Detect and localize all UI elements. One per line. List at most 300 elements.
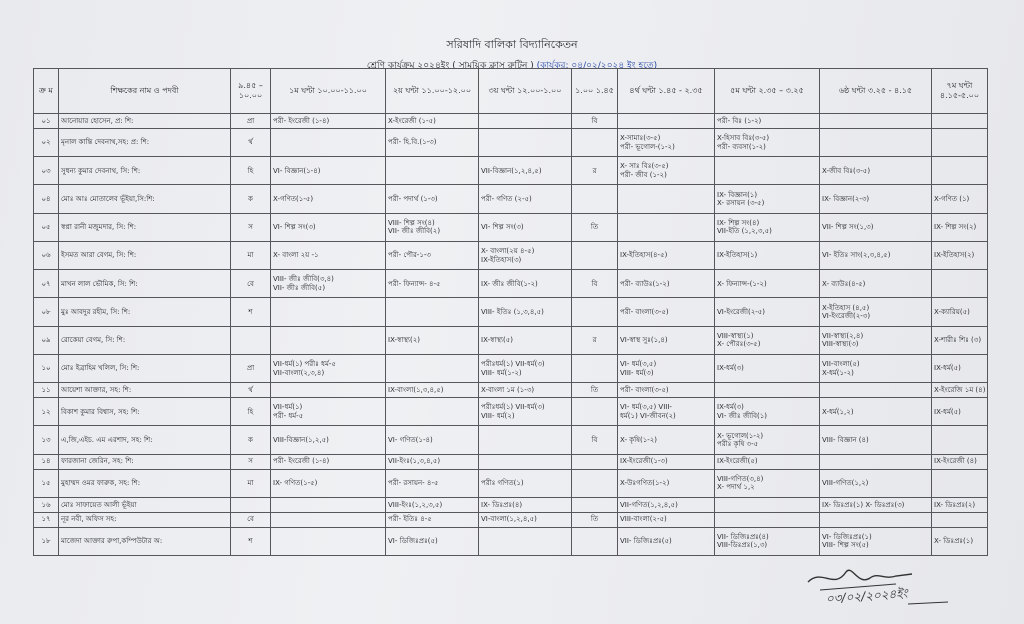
class-entry: IX- বিজ্ঞান(২-৩) [822, 194, 870, 203]
period-4-cell [618, 354, 715, 382]
break-cell: তি [572, 213, 618, 241]
period-5-cell [715, 157, 820, 185]
teacher-name-cell: মোঃ সাফায়েত আলী ভূঁইয়া [59, 497, 231, 512]
class-entry: IX-ধর্ম(৫) [934, 364, 961, 373]
class-entry: পরীঃধর্ম(১) VII-ধর্ম(৩) [481, 360, 545, 369]
class-entry: পরী- ইতিঃ ৪-৫ [388, 515, 432, 524]
assembly-cell: মা [231, 469, 271, 497]
class-entry: IX- বিজ্ঞান(১) [717, 190, 758, 199]
teacher-name-cell: মোঃ আঃ মোতালেব ভূঁইয়া,সি:শি: [59, 185, 231, 213]
teacher-name-cell: স্বপ্না রানী মজুমদার, সি: শি: [59, 213, 231, 241]
period-3-cell [479, 114, 572, 129]
class-entry: X-জীব বিঃ(৩-৫) [822, 166, 871, 175]
assembly-cell: প্রা [231, 354, 271, 382]
serial-cell: ০৩ [34, 157, 59, 185]
class-entry: IX- শিল্প সং(২) [934, 223, 977, 232]
period-6-cell [820, 157, 932, 185]
period-3-cell [479, 326, 572, 354]
signature-date: ০৩/০২/২০২৪ইং [825, 586, 909, 606]
table-row [34, 469, 988, 497]
class-entry: X-হিসাব বিঃ(৩-৫) [717, 134, 770, 143]
period-7-cell [932, 157, 988, 185]
class-entry: VIII-গণিত(৩,৪) [717, 474, 764, 483]
class-entry: VIII- ধর্ম(২) [481, 411, 515, 420]
assembly-cell: প্রা [231, 114, 271, 129]
break-cell: তি [572, 383, 618, 398]
class-entry: পরী- রসায়ন- ৪-৫ [388, 478, 439, 487]
break-cell: র [572, 326, 618, 354]
period-2-cell [386, 128, 479, 156]
period-6-cell [820, 241, 932, 269]
break-cell [572, 398, 618, 426]
class-entry: পরী- ধর্ম-৫ [273, 411, 304, 420]
period-5-cell [715, 185, 820, 213]
teacher-name-cell: ইসমত আরা বেগম, সি: শি: [59, 241, 231, 269]
period-6-cell [820, 383, 932, 398]
class-entry: IX-ইতিহাস(১) [717, 251, 758, 260]
period-4-cell [618, 298, 715, 326]
class-entry: IX-ইতিহাস(৩) [481, 255, 522, 264]
class-entry: VI- ডিজিঃপ্রঃ(৫) [388, 537, 438, 546]
period-2-cell [386, 512, 479, 527]
class-entry: VII-ধর্ম(১) পরীঃ ধর্ম-৫ [273, 360, 336, 369]
period-1-cell [271, 326, 386, 354]
class-entry: VII-ধর্ম(১) [273, 403, 303, 412]
period-1-cell [271, 383, 386, 398]
period-3-cell [479, 213, 572, 241]
period-7-cell [932, 383, 988, 398]
period-1-cell [271, 398, 386, 426]
routine-body [34, 114, 988, 556]
class-entry: VII-বিজ্ঞান(১,২,৪,৫) [481, 166, 542, 175]
period-6-cell [820, 497, 932, 512]
assembly-cell: র্থ [231, 128, 271, 156]
period-3-cell [479, 497, 572, 512]
assembly-cell: র্থ [231, 383, 271, 398]
period-7-cell [932, 298, 988, 326]
period-6-cell [820, 326, 932, 354]
break-cell [572, 454, 618, 469]
period-5-cell [715, 326, 820, 354]
class-entry: X-গণিত (১) [934, 194, 970, 203]
class-entry: পরীঃধর্ম(১) VII-ধর্ম(৩) [481, 403, 545, 412]
assembly-cell: শ [231, 527, 271, 555]
teacher-name-cell: মুঃ আবদুর রহীম, সি: শি: [59, 298, 231, 326]
class-entry: VIII- শিল্প সং(৫) [822, 541, 869, 550]
class-entry: পরী- বাংলা(৩-৫) [620, 385, 669, 394]
period-6-cell [820, 185, 932, 213]
class-entry: VIII-স্বাস্থ্য(১) [717, 331, 754, 340]
class-entry: VI- গণিত(১-৪) [388, 435, 433, 444]
period-4-cell [618, 469, 715, 497]
period-1-cell [271, 185, 386, 213]
period-4-cell [618, 527, 715, 555]
class-entry: VII-ইতি (১,২,৩,৫) [717, 227, 772, 236]
serial-cell: ১৪ [34, 454, 59, 469]
period-6-cell [820, 426, 932, 454]
period-6-cell [820, 398, 932, 426]
period-5-cell [715, 383, 820, 398]
teacher-name-cell: মৃনাল কান্তি দেবনাথ,সহ: প্র: শি: [59, 128, 231, 156]
school-name: সরিষাদি বালিকা বিদ্যানিকেতন [446, 38, 578, 51]
class-entry: X-উঃগণিত(১-২) [620, 478, 670, 487]
class-entry: পরী- বাংলা(৩-৫) [620, 307, 669, 316]
period-2-cell [386, 241, 479, 269]
period-7-cell [932, 426, 988, 454]
period-1-cell [271, 426, 386, 454]
class-entry: X- ফিন্যান্স-(১-২) [717, 279, 767, 288]
class-entry: X-শারীঃ শিঃ (৩) [934, 336, 982, 345]
break-cell [572, 298, 618, 326]
period-5-cell [715, 241, 820, 269]
table-row [34, 527, 988, 555]
period-6-cell [820, 454, 932, 469]
table-row [34, 454, 988, 469]
period-2-cell [386, 326, 479, 354]
period-2-cell [386, 114, 479, 129]
period-2-cell [386, 398, 479, 426]
period-6-cell [820, 270, 932, 298]
class-entry: X- বাংলা ২য় -১ [273, 251, 319, 260]
period-3-cell [479, 298, 572, 326]
class-entry: VI- শিল্প সং(৩) [481, 223, 524, 232]
break-cell [572, 241, 618, 269]
class-entry: IX-ধর্ম(৩) [717, 403, 744, 412]
column-header: ৭ম ঘন্টা ৪.১৫-৫.০০ [932, 69, 988, 114]
class-entry: IX-বাংলা(১,৩,৪,৫) [388, 385, 444, 394]
break-cell [572, 128, 618, 156]
period-1-cell [271, 298, 386, 326]
assembly-cell: হি [231, 157, 271, 185]
period-2-cell [386, 157, 479, 185]
period-6-cell [820, 354, 932, 382]
class-entry: X- ভূগোল(১-২) [717, 431, 764, 440]
serial-cell: ০৭ [34, 270, 59, 298]
serial-cell: ১৫ [34, 469, 59, 497]
period-6-cell [820, 527, 932, 555]
period-7-cell [932, 213, 988, 241]
class-entry: পরী- বিঃ (১-২) [717, 116, 762, 125]
period-2-cell [386, 298, 479, 326]
period-4-cell [618, 383, 715, 398]
class-entry: VIII-বিজ্ঞান(১,২,৫) [273, 435, 329, 444]
period-4-cell [618, 497, 715, 512]
assembly-cell: বে [231, 512, 271, 527]
period-1-cell [271, 354, 386, 382]
class-entry: IX-ইংরেজী (৪) [934, 457, 977, 466]
table-row [34, 213, 988, 241]
assembly-cell: মা [231, 241, 271, 269]
period-5-cell [715, 454, 820, 469]
class-entry: X- বাংলা(২য় ৪-৫) [481, 247, 535, 256]
assembly-cell: ক [231, 426, 271, 454]
class-entry: VI- জীঃ জীবি(১) [717, 411, 767, 420]
class-entry: VII-বাংলা(২,৩,৪) [273, 368, 325, 377]
break-cell: র [572, 157, 618, 185]
period-2-cell [386, 454, 479, 469]
teacher-name-cell: মাজেদা আক্তার রুপা,কম্পিউটার অ: [59, 527, 231, 555]
period-4-cell [618, 157, 715, 185]
class-entry: VII-স্বাস্থ্য(২,৪) [822, 331, 864, 340]
table-row [34, 497, 988, 512]
class-entry: IX- ডিঃপ্রঃ(২) [934, 500, 976, 509]
period-7-cell [932, 454, 988, 469]
class-entry: পরীঃ কৃষি ৩-৫ [717, 439, 759, 448]
serial-cell: ০৬ [34, 241, 59, 269]
period-5-cell [715, 527, 820, 555]
class-entry: X- ডিঃপ্রঃ(১) [934, 537, 974, 546]
break-cell [572, 185, 618, 213]
break-cell [572, 527, 618, 555]
class-entry: VI- ধর্ম(৩,৫) VIII- [620, 403, 672, 412]
column-header: ৩য় ঘন্টা ১২.০০-১.০০ [479, 69, 572, 114]
table-row [34, 114, 988, 129]
class-entry: VII- শিল্প সং(১,৩) [822, 223, 874, 232]
period-3-cell [479, 527, 572, 555]
class-entry: VIII- শিল্প সং(৪) [388, 218, 435, 227]
class-entry: VIII- ইতিঃ (১,৩,৪,৫) [481, 307, 544, 316]
period-3-cell [479, 241, 572, 269]
serial-cell: ১৭ [34, 512, 59, 527]
period-5-cell [715, 270, 820, 298]
class-entry: X-ক্যারিয়(৫) [934, 307, 970, 316]
break-cell: তি [572, 512, 618, 527]
class-entry: IX-স্বাস্থ্য(২) [388, 336, 421, 345]
period-2-cell [386, 270, 479, 298]
class-entry: X-ধর্ম(১,২) [822, 407, 854, 416]
class-entry: VII- ডিজিঃপ্রঃ(৫) [620, 537, 672, 546]
assembly-cell: স [231, 454, 271, 469]
class-entry: পরী- ব্যবসা(১-২) [717, 142, 766, 151]
break-cell: বি [572, 270, 618, 298]
class-entry: X- পদার্থ ১,২ [717, 483, 755, 492]
period-1-cell [271, 128, 386, 156]
serial-cell: ১৩ [34, 426, 59, 454]
class-entry: X-গণিত(১-৫) [273, 194, 314, 203]
period-6-cell [820, 469, 932, 497]
period-5-cell [715, 512, 820, 527]
period-7-cell [932, 270, 988, 298]
class-entry: VII- ডিজিঃপ্রঃ(৪) [717, 532, 769, 541]
period-6-cell [820, 512, 932, 527]
period-6-cell [820, 213, 932, 241]
period-3-cell [479, 512, 572, 527]
period-3-cell [479, 383, 572, 398]
table-row [34, 383, 988, 398]
period-7-cell [932, 512, 988, 527]
class-entry: VI- বিজ্ঞান(১-৪) [273, 166, 321, 175]
period-5-cell [715, 354, 820, 382]
table-row [34, 185, 988, 213]
class-entry: পরী- ইংরেজী (১-৪) [273, 457, 330, 466]
column-header: ২য় ঘন্টা ১১.০০-১২.০০ [386, 69, 479, 114]
assembly-cell: শ [231, 298, 271, 326]
assembly-cell: স [231, 213, 271, 241]
class-entry: পরী- পদার্থ (১-৩) [388, 194, 438, 203]
class-entry: X-ইংরেজি ১ম (৪) [934, 385, 986, 394]
class-entry: VI-বাংলা(১,২,৪,৫) [481, 515, 537, 524]
period-7-cell [932, 326, 988, 354]
class-entry: X-ধর্ম(১-২) [822, 368, 854, 377]
serial-cell: ০২ [34, 128, 59, 156]
period-3-cell [479, 426, 572, 454]
class-entry: IX-ইতিহাস(২) [934, 251, 975, 260]
serial-cell: ০৪ [34, 185, 59, 213]
period-2-cell [386, 527, 479, 555]
period-1-cell [271, 114, 386, 129]
serial-cell: ০৮ [34, 298, 59, 326]
class-entry: পরী- পৌর-১-৩ [388, 251, 431, 260]
routine-table [33, 68, 988, 556]
table-row [34, 326, 988, 354]
serial-cell: ০১ [34, 114, 59, 129]
period-4-cell [618, 185, 715, 213]
period-5-cell [715, 497, 820, 512]
assembly-cell: ক [231, 185, 271, 213]
serial-cell: ১৬ [34, 497, 59, 512]
class-entry: VII- জীঃ জীবি(২) [388, 227, 441, 236]
column-header: ক্র ম [34, 69, 59, 114]
class-entry: VIII- ধর্ম(৩) [620, 368, 654, 377]
routine-title: শ্রেণি কার্যক্রম ২০২৪ইং ( সাময়িক ক্লাস রুটিন ) [366, 61, 534, 71]
class-entry: IX-ইতিহাস(৪-৫) [620, 251, 668, 260]
class-entry: VIII-বাংলা(২-৫) [620, 515, 667, 524]
class-entry: IX-ধর্ম(৩) [717, 364, 744, 373]
column-header: ৬ষ্ঠ ঘন্টা ৩.২৫ - ৪.১৫ [820, 69, 932, 114]
class-entry: X- কৃষি(১-২) [620, 435, 658, 444]
break-cell [572, 469, 618, 497]
period-5-cell [715, 298, 820, 326]
break-cell: বি [572, 114, 618, 129]
assembly-cell: বে [231, 270, 271, 298]
table-row [34, 128, 988, 156]
period-3-cell [479, 185, 572, 213]
period-5-cell [715, 426, 820, 454]
class-entry: IX- জীঃ জীবি(১-২) [481, 279, 538, 288]
period-4-cell [618, 512, 715, 527]
class-entry: ধর্ম(১) VI-জীবন(২) [620, 411, 676, 420]
period-4-cell [618, 128, 715, 156]
period-4-cell [618, 454, 715, 469]
period-7-cell [932, 114, 988, 129]
class-entry: পরী- হি.বি.(১-৩) [388, 138, 437, 147]
class-entry: VI-স্বাস্থ সুঃ(১,৪) [620, 336, 668, 345]
class-entry: VI- ডিজিঃপ্রঃ(১) [822, 532, 872, 541]
period-7-cell [932, 497, 988, 512]
class-entry: VI-ইংরেজী(২-৫) [717, 307, 766, 316]
column-header: ১ম ঘন্টা ১০.০০-১১.০০ [271, 69, 386, 114]
period-7-cell [932, 398, 988, 426]
period-2-cell [386, 469, 479, 497]
period-5-cell [715, 469, 820, 497]
period-1-cell [271, 469, 386, 497]
serial-cell: ১০ [34, 354, 59, 382]
period-1-cell [271, 527, 386, 555]
class-entry: VIII- জীঃ জীবি(৩,৪) [273, 275, 334, 284]
period-1-cell [271, 270, 386, 298]
period-5-cell [715, 398, 820, 426]
class-entry: X- রসায়ন (৩-৫) [717, 199, 765, 208]
period-2-cell [386, 185, 479, 213]
table-row [34, 398, 988, 426]
table-row [34, 270, 988, 298]
assembly-cell [231, 326, 271, 354]
teacher-name-cell: বিকাশ কুমার বিশ্বাস, সহ: শি: [59, 398, 231, 426]
column-header: ১.০০ ১.৪৫ [572, 69, 618, 114]
period-7-cell [932, 185, 988, 213]
class-entry: VIII-স্বাস্থ্য(৩) [822, 340, 859, 349]
class-entry: VIII-ডিঃপ্রঃ(১,৩) [717, 541, 768, 550]
class-entry: পরীঃ গণিত(১) [481, 478, 524, 487]
assembly-cell [231, 497, 271, 512]
class-entry: IX- ডিঃপ্রঃ(১) X- ডিঃপ্রঃ(৩) [822, 500, 905, 509]
break-cell: বি [572, 426, 618, 454]
period-5-cell [715, 213, 820, 241]
class-entry: VI- ধর্ম(৩,৫) [620, 360, 657, 369]
period-1-cell [271, 213, 386, 241]
class-entry: X- সাঃ বিঃ(৩-৫) [620, 162, 669, 171]
period-7-cell [932, 128, 988, 156]
table-row [34, 354, 988, 382]
period-2-cell [386, 383, 479, 398]
class-entry: VI- ইতিঃ সাং(২,৩,৪,৫) [822, 251, 891, 260]
class-entry: IX-ইংরেজী(১-৩) [620, 457, 668, 466]
teacher-name-cell: সুধন্য কুমার দেবনাথ, সি: শি: [59, 157, 231, 185]
period-2-cell [386, 213, 479, 241]
table-row [34, 298, 988, 326]
period-1-cell [271, 157, 386, 185]
class-entry: VI- শিল্প সং(৩) [273, 223, 316, 232]
class-entry: VII-ইংঃ(১,৩,৪,৫) [388, 457, 441, 466]
class-entry: X- ব্যাউঃ(৪-৫) [822, 279, 866, 288]
table-row [34, 241, 988, 269]
class-entry: পরী- ব্যাউঃ(১-২) [620, 279, 670, 288]
table-row [34, 157, 988, 185]
class-entry: VIII-গণিত(১,২) [822, 478, 869, 487]
teacher-name-cell: ফারজানা জেরিন, সহ: শি: [59, 454, 231, 469]
class-entry: VI-ইংরেজী(২-৩) [822, 312, 871, 321]
class-entry: IX-ধর্ম(৫) [934, 407, 961, 416]
class-entry: X-ইতিহাস (৪,৫) [822, 303, 870, 312]
class-entry: IX- ডিঃপ্রঃ(৪) [481, 500, 523, 509]
effective-date-note: (কার্যকর: ০৪/০২/২০২৪ ইং হতে) [536, 61, 658, 71]
class-entry: IX- শিল্প সং(৪) [717, 218, 760, 227]
class-entry: IX- গণিত(১-৫) [273, 478, 318, 487]
period-4-cell [618, 241, 715, 269]
teacher-name-cell: নূর নবী, অফিস সহ: [59, 512, 231, 527]
column-header: ৯.৪৫ – ১০.০০ [231, 69, 271, 114]
table-header-row [34, 69, 988, 114]
teacher-name-cell: মুহাম্মদ ওমর ফারুক, সহ: শি: [59, 469, 231, 497]
period-7-cell [932, 354, 988, 382]
period-3-cell [479, 270, 572, 298]
teacher-name-cell: মাখন লাল ভৌমিক, সি: শি: [59, 270, 231, 298]
period-7-cell [932, 241, 988, 269]
table-row [34, 512, 988, 527]
break-cell [572, 354, 618, 382]
period-3-cell [479, 157, 572, 185]
serial-cell: ০৫ [34, 213, 59, 241]
serial-cell: ০৯ [34, 326, 59, 354]
period-3-cell [479, 469, 572, 497]
class-entry: পরী- গণিত (২-৫) [481, 194, 532, 203]
period-2-cell [386, 354, 479, 382]
serial-cell: ১২ [34, 398, 59, 426]
class-entry: X-ইংরেজী (১-৫) [388, 116, 436, 125]
period-5-cell [715, 114, 820, 129]
period-2-cell [386, 497, 479, 512]
class-entry: X- পৌরঃ(৩-৫) [717, 340, 761, 349]
